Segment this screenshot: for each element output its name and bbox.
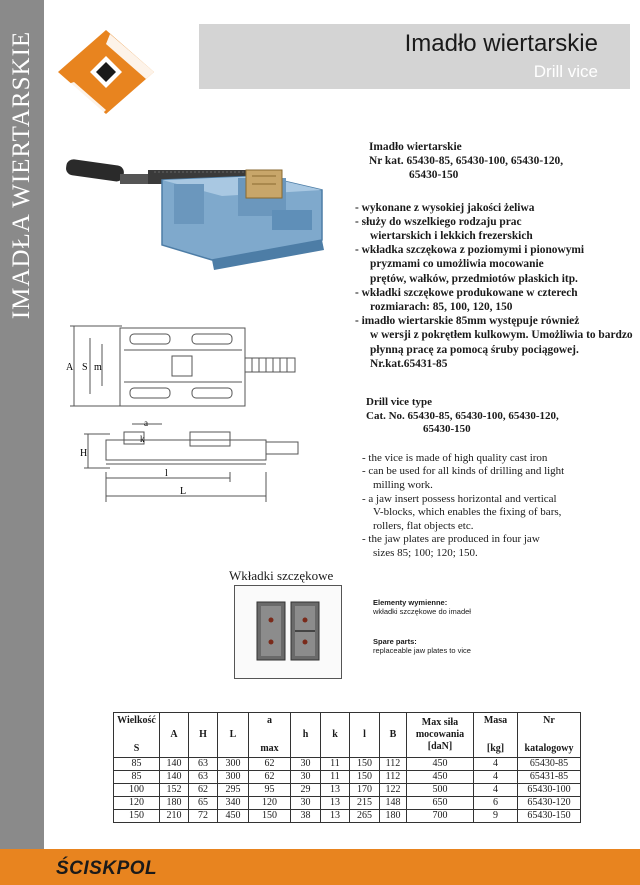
table-cell: 9: [474, 810, 518, 823]
table-cell: 340: [218, 797, 249, 810]
table-cell: 62: [249, 758, 291, 771]
table-cell: 112: [380, 771, 407, 784]
table-cell: 180: [380, 810, 407, 823]
table-header: Masa [kg]: [474, 713, 518, 758]
english-bullet-cont: sizes 85; 100; 120; 150.: [373, 546, 478, 559]
table-cell: 65430-100: [518, 784, 581, 797]
table-cell: 150: [350, 758, 380, 771]
polish-catalog-line1: Nr kat. 65430-85, 65430-100, 65430-120,: [369, 155, 564, 168]
spare-parts-title-pl: Elementy wymienne:: [373, 598, 448, 607]
page-title: Imadło wiertarskie: [404, 30, 598, 57]
table-cell: 65430-150: [518, 810, 581, 823]
table-cell: 210: [160, 810, 189, 823]
table-cell: 150: [350, 771, 380, 784]
inserts-label: Wkładki szczękowe: [229, 568, 334, 583]
table-cell: 215: [350, 797, 380, 810]
table-cell: 150: [249, 810, 291, 823]
table-cell: 112: [380, 758, 407, 771]
table-cell: 170: [350, 784, 380, 797]
polish-bullet-cont: prętów, wałków, przedmiotów płaskich itp.: [370, 272, 578, 285]
spare-parts-text-pl: wkładki szczękowe do imadeł: [373, 607, 471, 616]
table-cell: 150: [114, 810, 160, 823]
vice-side-view-drawing: [80, 416, 302, 512]
table-cell: 85: [114, 771, 160, 784]
table-cell: 500: [407, 784, 474, 797]
table-header: Nr katalogowy: [518, 713, 581, 758]
table-cell: 120: [114, 797, 160, 810]
table-cell: 650: [407, 797, 474, 810]
table-cell: 450: [407, 758, 474, 771]
polish-heading: Imadło wiertarskie: [369, 141, 462, 153]
table-header: Max siła mocowania [daN]: [407, 713, 474, 758]
table-cell: 700: [407, 810, 474, 823]
table-row: [114, 758, 581, 771]
dim-label-h: H: [80, 448, 88, 459]
table-cell: 4: [474, 758, 518, 771]
table-row: [114, 771, 581, 784]
table-cell: 85: [114, 758, 160, 771]
english-bullet: - the vice is made of high quality cast iron: [362, 451, 548, 464]
table-cell: 13: [321, 810, 350, 823]
table-cell: 4: [474, 784, 518, 797]
dim-label-a-lower: a: [144, 418, 148, 428]
polish-catalog-note: Nr.kat.65431-85: [370, 357, 448, 370]
header-box: [199, 24, 630, 89]
dim-label-m: m: [94, 362, 102, 373]
polish-bullet: - służy do wszelkiego rodzaju prac: [355, 215, 522, 228]
polish-bullet-cont: rozmiarach: 85, 100, 120, 150: [370, 301, 513, 314]
table-row: [114, 810, 581, 823]
polish-bullet: - imadło wiertarskie 85mm występuje również: [355, 315, 580, 328]
spec-table: [113, 712, 581, 823]
polish-bullet: - wkładka szczękowa z poziomymi i pionowymi: [355, 244, 585, 257]
table-cell: 6: [474, 797, 518, 810]
table-header: a max: [249, 713, 291, 758]
english-catalog-line2: 65430-150: [423, 423, 471, 436]
table-header: k: [321, 713, 350, 758]
footer-brand-logo: ŚCISKPOL: [56, 858, 158, 879]
table-header: L: [218, 713, 249, 758]
spare-parts-title-en: Spare parts:: [373, 637, 417, 646]
table-cell: 265: [350, 810, 380, 823]
table-cell: 13: [321, 784, 350, 797]
table-cell: 72: [189, 810, 218, 823]
table-header: l: [350, 713, 380, 758]
table-cell: 450: [218, 810, 249, 823]
polish-bullet-cont: pryzmami co umożliwia mocowanie: [370, 258, 544, 271]
english-catalog-line1: Cat. No. 65430-85, 65430-100, 65430-120,: [366, 409, 559, 422]
table-cell: 29: [291, 784, 321, 797]
table-cell: 13: [321, 797, 350, 810]
english-heading: Drill vice type: [366, 396, 432, 408]
polish-bullet: - wykonane z wysokiej jakości żeliwa: [355, 201, 535, 214]
table-cell: 65: [189, 797, 218, 810]
sidebar: [0, 0, 44, 855]
table-cell: 62: [249, 771, 291, 784]
english-bullet: - the jaw plates are produced in four jaw: [362, 533, 540, 546]
table-row: [114, 784, 581, 797]
table-cell: 180: [160, 797, 189, 810]
dim-label-l-upper: L: [180, 486, 187, 497]
table-cell: 300: [218, 758, 249, 771]
table-header: H: [189, 713, 218, 758]
table-cell: 38: [291, 810, 321, 823]
dim-label-k: k: [140, 434, 145, 444]
polish-description: [355, 140, 635, 371]
table-cell: 122: [380, 784, 407, 797]
polish-catalog-line2: 65430-150: [409, 169, 459, 182]
table-cell: 300: [218, 771, 249, 784]
table-header: Wielkość S: [114, 713, 160, 758]
english-bullet: - can be used for all kinds of drilling and light: [362, 465, 565, 478]
table-cell: 148: [380, 797, 407, 810]
jaw-inserts-image: [234, 585, 342, 679]
table-cell: 295: [218, 784, 249, 797]
english-bullet-cont: rollers, flat objects etc.: [373, 519, 474, 532]
table-cell: 65431-85: [518, 771, 581, 784]
vice-top-view-drawing: [62, 320, 322, 412]
english-bullet-cont: V-blocks, which enables the fixing of bars,: [373, 506, 562, 519]
table-cell: 65430-85: [518, 758, 581, 771]
table-cell: 450: [407, 771, 474, 784]
table-cell: 100: [114, 784, 160, 797]
page-subtitle: Drill vice: [533, 62, 598, 81]
dim-label-a-upper: A: [66, 362, 74, 373]
table-cell: 11: [321, 771, 350, 784]
table-header: B: [380, 713, 407, 758]
table-cell: 152: [160, 784, 189, 797]
table-cell: 65430-120: [518, 797, 581, 810]
table-cell: 95: [249, 784, 291, 797]
polish-bullet-cont: w wersji z pokrętłem kulkowym. Umożliwia to bardzo: [370, 329, 633, 342]
sidebar-title: IMADŁA WIERTARSKIE: [8, 30, 35, 320]
dim-label-s: S: [82, 362, 88, 373]
english-description: [362, 396, 632, 561]
table-cell: 62: [189, 784, 218, 797]
spare-parts-text-en: replaceable jaw plates to vice: [373, 646, 471, 655]
table-cell: 30: [291, 758, 321, 771]
table-cell: 63: [189, 758, 218, 771]
polish-bullet: - wkładki szczękowe produkowane w czterech: [355, 286, 578, 299]
table-cell: 30: [291, 797, 321, 810]
table-header-row: [114, 713, 581, 758]
table-cell: 63: [189, 771, 218, 784]
table-cell: 4: [474, 771, 518, 784]
polish-bullet-cont: płynną pracę za pomocą śruby pociągowej.: [370, 343, 579, 356]
dim-label-l-lower: l: [165, 468, 168, 479]
brand-logo: [50, 22, 162, 122]
english-bullet-cont: milling work.: [373, 478, 433, 491]
vice-photo: [62, 150, 337, 275]
table-cell: 30: [291, 771, 321, 784]
table-header: A: [160, 713, 189, 758]
table-cell: 140: [160, 758, 189, 771]
table-cell: 140: [160, 771, 189, 784]
table-header: h: [291, 713, 321, 758]
table-cell: 120: [249, 797, 291, 810]
footer-bar: [0, 849, 640, 885]
english-bullet: - a jaw insert possess horizontal and vertical: [362, 492, 557, 505]
table-row: [114, 797, 581, 810]
polish-bullet-cont: wiertarskich i lekkich frezerskich: [370, 230, 533, 243]
table-cell: 11: [321, 758, 350, 771]
